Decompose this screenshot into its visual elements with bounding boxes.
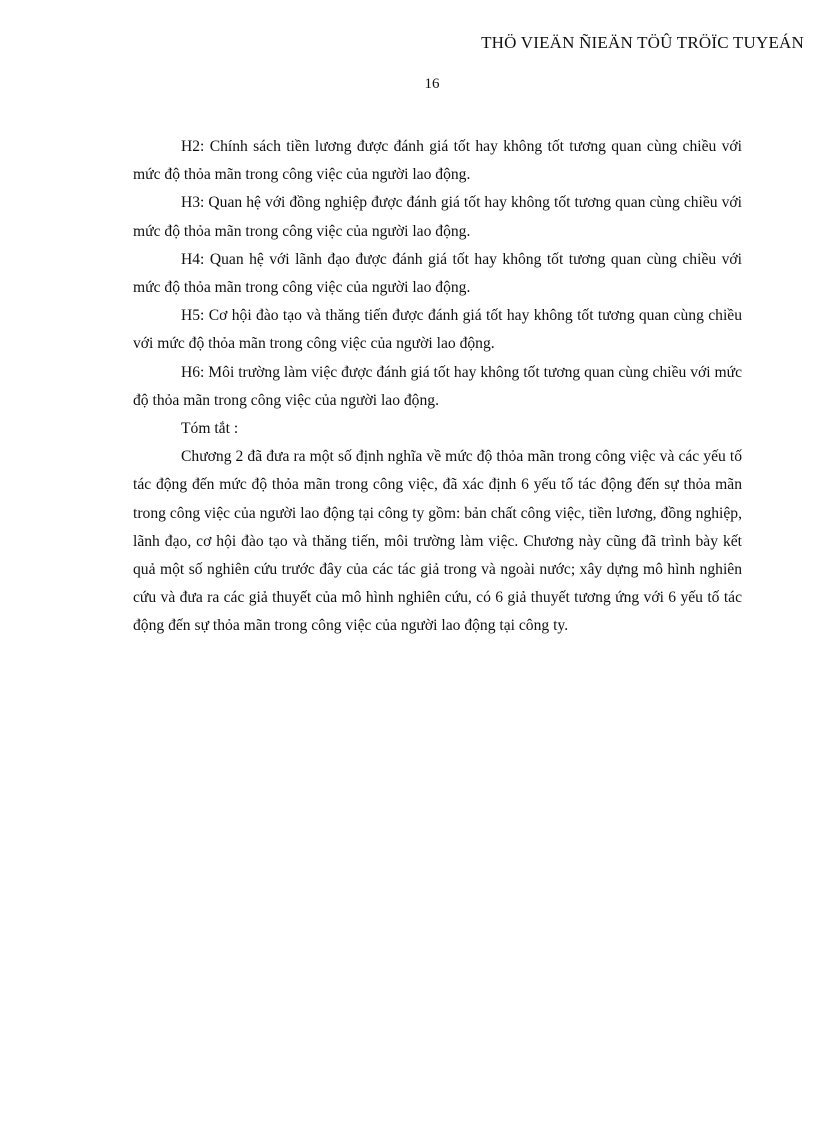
paragraph-h4: H4: Quan hệ với lãnh đạo được đánh giá tốt hay không tốt tương quan cùng chiều với mức độ thỏa mãn trong công việc của người lao động. <box>133 250 742 297</box>
paragraph-h2: H2: Chính sách tiền lương được đánh giá tốt hay không tốt tương quan cùng chiều với mức độ thỏa mãn trong công việc của người lao động. <box>133 138 742 184</box>
summary-paragraph: Chương 2 đã đưa ra một số định nghĩa về mức độ thỏa mãn trong công việc và các yếu tố tác động đến mức độ thỏa mãn trong công việc, đã xác định 6 yếu tố tác động đến sự thỏa mãn trong công việc của người lao động tại công ty gồm: bản chất công việc, tiền lương, đồng nghiệp, lãnh đạo, cơ hội đào tạo và thăng tiến, môi trường làm việc. Chương này cũng đã trình bày kết quả một số nghiên cứu trước đây của các tác giả trong và ngoài nước; xây dựng mô hình nghiên cứu và đưa ra các giả thuyết của mô hình nghiên cứu, có 6 giả thuyết tương ứng với 6 yếu tố tác động đến sự thỏa mãn trong công việc của người lao động tại công ty. <box>133 448 742 635</box>
paragraph-h5: H5: Cơ hội đào tạo và thăng tiến được đánh giá tốt hay không tốt tương quan cùng chiều với mức độ thỏa mãn trong công việc của người lao động. <box>133 307 742 353</box>
header-title: THÖ VIEÄN ÑIEÄN TÖÛ TRÖÏC TUYEÁN <box>481 33 804 52</box>
page-number: 16 <box>424 76 440 92</box>
paragraph-h6: H6: Môi trường làm việc được đánh giá tốt hay không tốt tương quan cùng chiều với mức độ thỏa mãn trong công việc của người lao động. <box>133 363 742 409</box>
paragraph-h3: H3: Quan hệ với đồng nghiệp được đánh giá tốt hay không tốt tương quan cùng chiều với mức độ thỏa mãn trong công việc của người lao động. <box>133 194 742 240</box>
document-body <box>133 133 742 641</box>
summary-heading: Tóm tắt : <box>181 420 239 438</box>
